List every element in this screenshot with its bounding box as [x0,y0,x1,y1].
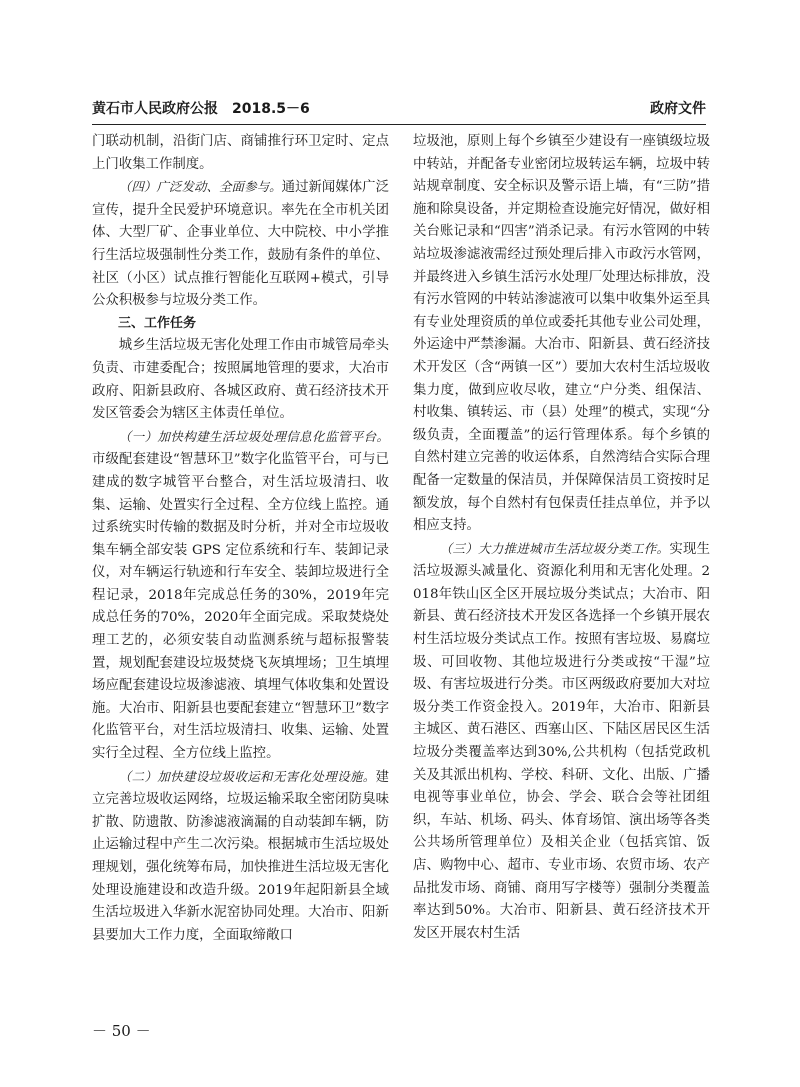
left-column [92,131,389,1016]
paragraph [413,538,710,946]
paragraph-text: 建立完善垃圾收运网络，垃圾运输采取全密闭防臭味扩散、防遗散、防渗滤液滴漏的自动装卸车辆，防止运输过程中产生二次污染。根据城市生活垃圾处理规划，强化统筹布局，加快推进生活垃圾无害化处理设施建设和改造升级。2019年起阳新县全域生活垃圾进入华新水泥窑协同处理。大冶市、阳新县要加大工作力度，全面取缔敞口 [92,769,389,943]
subheading: （三）大力推进城市生活垃圾分类工作。 [439,540,670,556]
paragraph-text: 通过新闻媒体广泛宣传，提升全民爱护环境意识。率先在全市机关团体、大型厂矿、企事业单位、大中院校、中小学推行生活垃圾强制性分类工作，鼓励有条件的单位、社区（小区）试点推行智能化互联网+模式，引导公众积极参与垃圾分类工作。 [92,180,389,309]
paragraph [92,766,389,948]
paragraph [92,176,389,313]
right-column [413,131,710,1016]
paragraph: 垃圾池，原则上每个乡镇至少建设有一座镇级垃圾中转站，并配备专业密闭垃圾转运车辆，垃圾中转站规章制度、安全标识及警示语上墙，有“三防”措施和除臭设备，并定期检查设施完好情况，做好相关台账记录和“四害”消杀记录。有污水管网的中转站垃圾渗滤液需经过预处理后排入市政污水管网，并最终进入乡镇生活污水处理厂处理达标排放，没有污水管网的中转站渗滤液可以集中收集外运至具有专业处理资质的单位或委托其他专业公司处理，外运途中严禁渗漏。大冶市、阳新县、黄石经济技术开发区（含“两镇一区”）要加大农村生活垃圾收集力度，做到应收尽收，建立“户分类、组保洁、村收集、镇转运、市（县）处理”的模式，实现“分级负责，全面覆盖”的运行管理体系。每个乡镇的自然村建立完善的收运体系，自然湾结合实际合理配备一定数量的保洁员，并保障保洁员工资按时足额发放，每个自然村有包保责任挂点单位，并予以相应支持。 [413,134,710,534]
header-rule [92,124,706,125]
section-heading: 三、工作任务 [118,315,197,331]
paragraph: 门联动机制，沿街门店、商铺推行环卫定时、定点上门收集工作制度。 [92,134,389,172]
paragraph-text: 实现生活垃圾源头减量化、资源化利用和无害化处理。2018年铁山区全区开展垃圾分类试点；大冶市、阳新县、黄石经济技术开发区各选择一个乡镇开展农村生活垃圾分类试点工作。按照有害垃圾、易腐垃圾、可回收物、其他垃圾进行分类或按“干湿”垃圾、有害垃圾进行分类。市区两级政府要加大对垃圾分类工作资金投入。2019年，大冶市、阳新县主城区、黄石港区、西塞山区、下陆区居民区生活垃圾分类覆盖率达到30%,公共机构（包括党政机关及其派出机构、学校、科研、文化、出版、广播电视等事业单位，协会、学会、联合会等社团组织，车站、机场、码头、体育场馆、演出场等各类公共场所管理单位）及相关企业（包括宾馆、饭店、购物中心、超市、专业市场、农贸市场、农产品批发市场、商铺、商用写字楼等）强制分类覆盖率达到50%。大冶市、阳新县、黄石经济技术开发区开展农村生活 [413,541,710,941]
publication-title: 黄石市人民政府公报 2018.5－6 [92,101,310,117]
subheading: （一）加快构建生活垃圾处理信息化监管平台。 [118,428,389,444]
paragraph [92,426,389,766]
paragraph-text: 市级配套建设“智慧环卫”数字化监管平台，可与已建成的数字城管平台整合，对生活垃圾清扫、收集、运输、处置实行全过程、全方位线上监控。通过系统实时传输的数据及时分析，并对全市垃圾收集车辆全部安装 GPS 定位系统和行车、装卸记录仪，对车辆运行轨迹和行车安全、装卸垃圾进行全程记录，2018年完成总任务的30%，2019年完成总任务的70%，2020年全面完成。采取焚烧处理工艺的，必须安装自动监测系统与超标报警装置，规划配套建设垃圾焚烧飞灰填埋场；卫生填埋场应配套建设垃圾渗滤液、填埋气体收集和处置设施。大冶市、阳新县也要配套建立“智慧环卫”数字化监管平台，对生活垃圾清扫、收集、运输、处置实行全过程、全方位线上监控。 [92,452,389,762]
paragraph: 城乡生活垃圾无害化处理工作由市城管局牵头负责、市建委配合；按照属地管理的要求，大冶市政府、阳新县政府、各城区政府、黄石经济技术开发区管委会为辖区主体责任单位。 [92,338,389,422]
section-label: 政府文件 [650,101,706,117]
subheading: （二）加快建设垃圾收运和无害化处理设施。 [118,768,376,784]
subheading: （四）广泛发动、全面参与。 [118,179,282,195]
running-header [92,99,706,119]
page-number: － 50 － [92,1022,151,1040]
